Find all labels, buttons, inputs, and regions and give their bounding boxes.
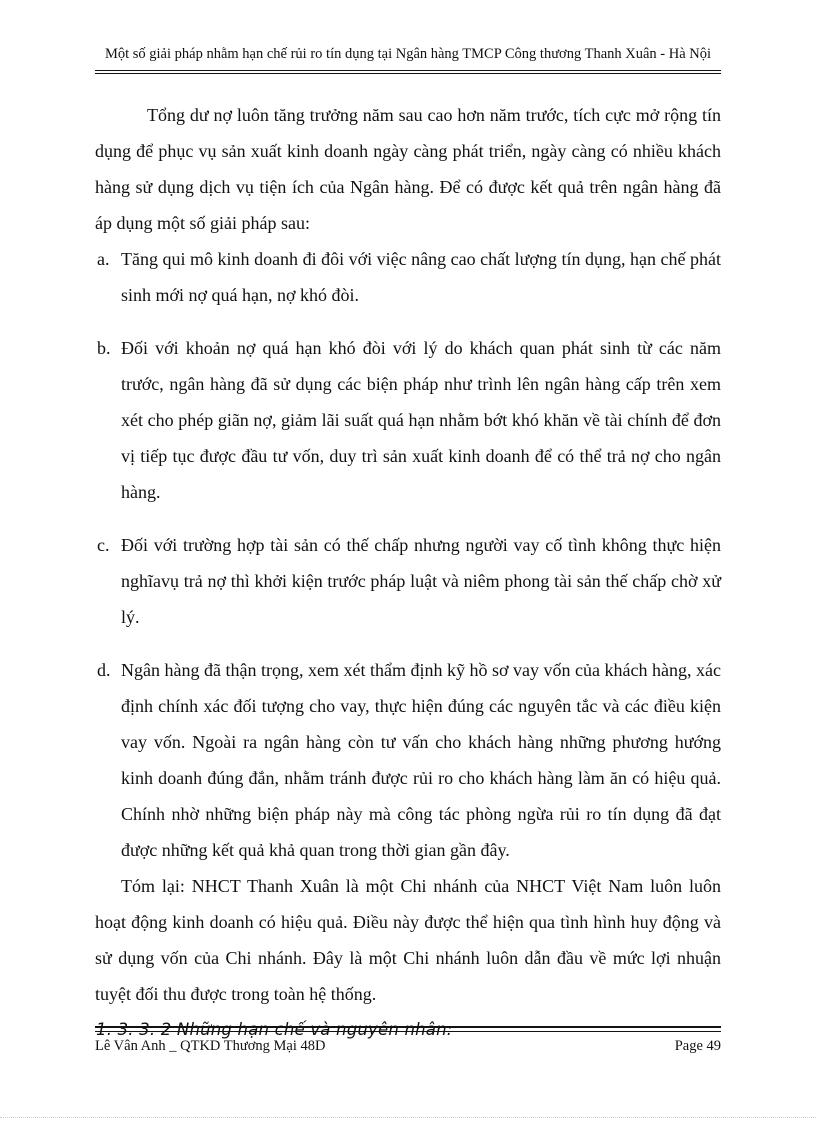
list-marker: c.	[97, 535, 110, 555]
list-marker: a.	[97, 249, 110, 269]
list-marker: d.	[97, 660, 111, 680]
header-rule-thin	[95, 73, 721, 74]
footer-rule-thin	[95, 1031, 721, 1032]
document-body	[95, 97, 721, 1048]
list-item	[95, 652, 721, 868]
running-header: Một số giải pháp nhằm hạn chế rủi ro tín dụng tại Ngân hàng TMCP Công thương Thanh Xuân - Hà Nội	[104, 46, 712, 62]
page-number: Page 49	[674, 1038, 721, 1054]
list-item-text: Đối với trường hợp tài sản có thế chấp nhưng người vay cố tình không thực hiện nghĩavụ trả nợ thì khởi kiện trước pháp luật và niêm phong tài sản thế chấp chờ xử lý.	[121, 535, 721, 627]
summary-paragraph: Tóm lại: NHCT Thanh Xuân là một Chi nhánh của NHCT Việt Nam luôn luôn hoạt động kinh doanh có hiệu quả. Điều này được thể hiện qua tình hình huy động và sử dụng vốn của Chi nhánh. Đây là một Chi nhánh luôn dẫn đầu về mức lợi nhuận tuyệt đối thu được trong toàn hệ thống.	[95, 876, 721, 1004]
list-item-text: Tăng qui mô kinh doanh đi đôi với việc nâng cao chất lượng tín dụng, hạn chế phát sinh mới nợ quá hạn, nợ khó đòi.	[121, 249, 721, 305]
list-item-text: Ngân hàng đã thận trọng, xem xét thẩm định kỹ hồ sơ vay vốn của khách hàng, xác định chính xác đối tượng cho vay, thực hiện đúng các nguyên tắc và các điều kiện vay vốn. Ngoài ra ngân hàng còn tư vấn cho khách hàng những phương hướng kinh doanh đúng đắn, nhằm tránh được rủi ro cho khách hàng làm ăn có hiệu quả. Chính nhờ những biện pháp này mà công tác phòng ngừa rủi ro tín dụng đã đạt được những kết quả khả quan trong thời gian gần đây.	[121, 660, 721, 860]
section-heading: 1. 3. 3. 2 Những hạn chế và nguyên nhân:	[96, 1020, 453, 1039]
list-item-text: Đối với khoản nợ quá hạn khó đòi với lý do khách quan phát sinh từ các năm trước, ngân hàng đã sử dụng các biện pháp như trình lên ngân hàng cấp trên xem xét cho phép giãn nợ, giảm lãi suất quá hạn nhằm bớt khó khăn về tài chính để đơn vị tiếp tục được đầu tư vốn, duy trì sản xuất kinh doanh để có thể trả nợ cho ngân hàng.	[121, 338, 721, 502]
page-bottom-edge	[0, 1117, 816, 1118]
list-item	[95, 241, 721, 313]
list-marker: b.	[97, 338, 111, 358]
intro-paragraph: Tổng dư nợ luôn tăng trưởng năm sau cao hơn năm trước, tích cực mở rộng tín dụng để phục vụ sản xuất kinh doanh ngày càng phát triển, ngày càng có nhiều khách hàng sử dụng dịch vụ tiện ích của Ngân hàng. Để có được kết quả trên ngân hàng đã áp dụng một số giải pháp sau:	[95, 105, 721, 233]
list-item	[95, 330, 721, 510]
footer-rule	[95, 1026, 721, 1028]
footer-author: Lê Vân Anh _ QTKD Thương Mại 48D	[95, 1038, 326, 1054]
list-item	[95, 527, 721, 635]
solutions-list	[95, 241, 721, 868]
header-rule	[95, 70, 721, 71]
